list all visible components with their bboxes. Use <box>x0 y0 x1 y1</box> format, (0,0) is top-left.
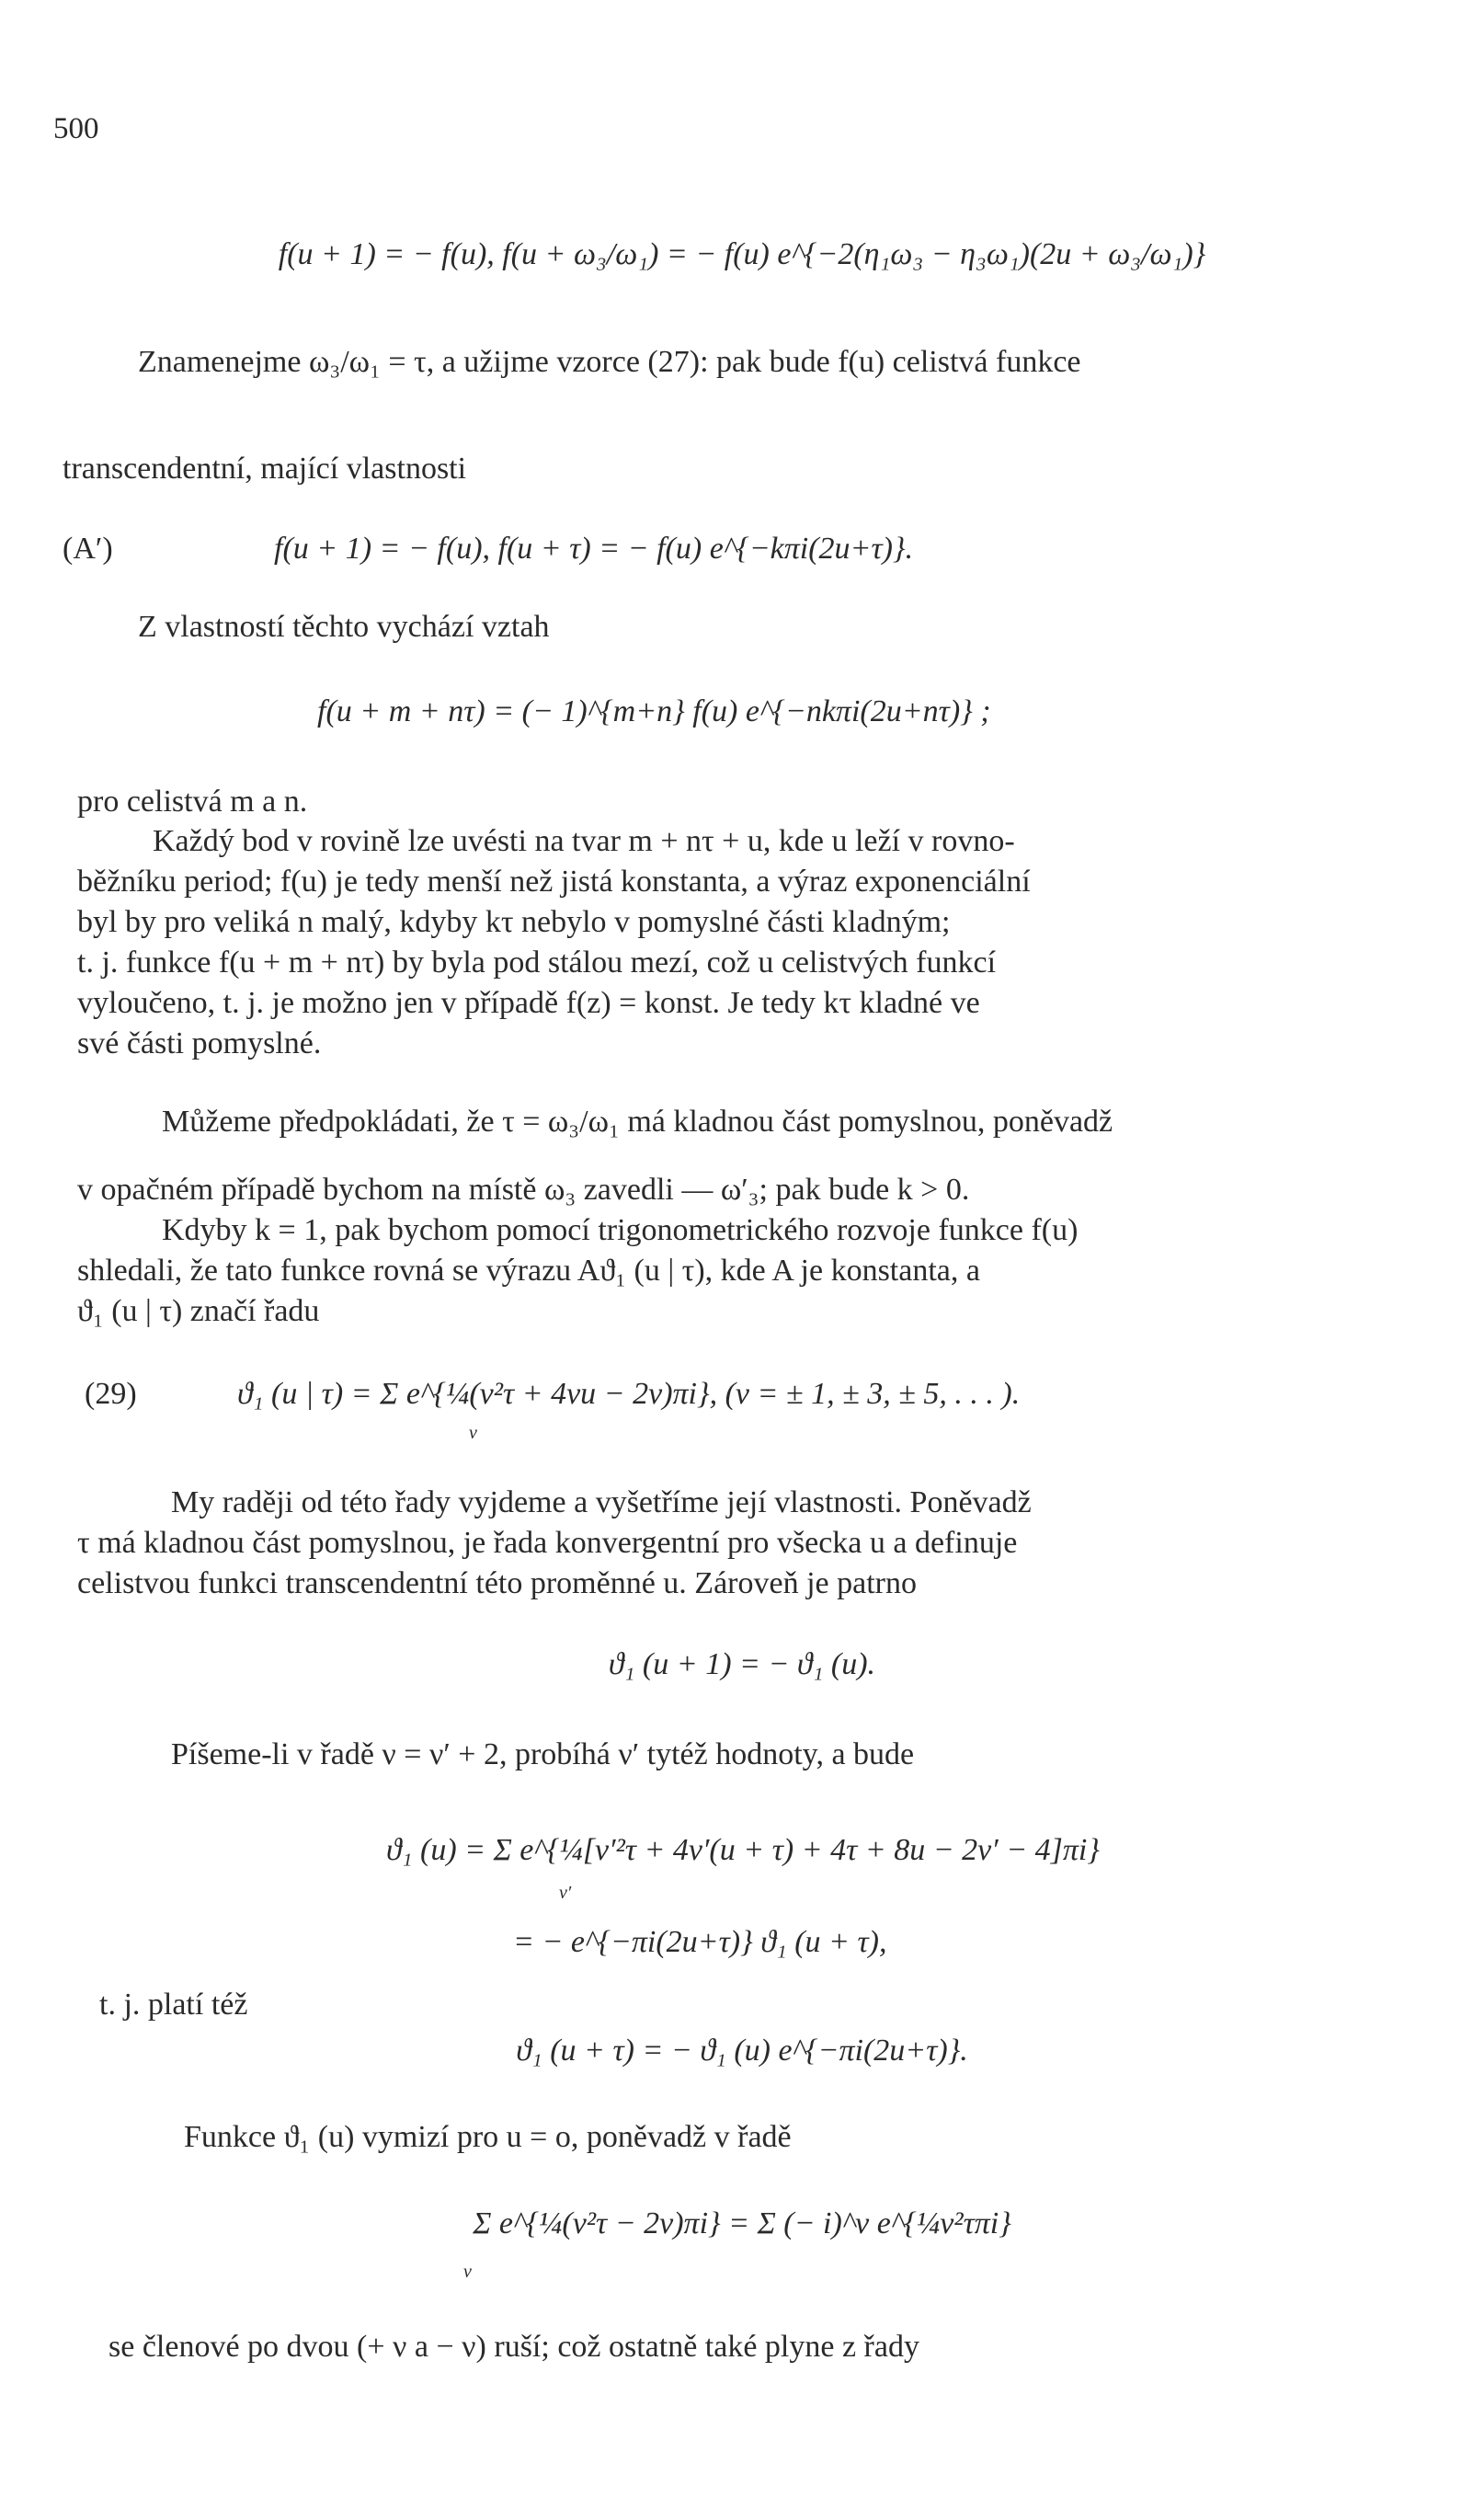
equation-sum-zero-index: ν <box>463 2262 472 2282</box>
para-kazdy-line-1: Každý bod v rovině lze uvésti na tvar m + nτ + u, kde u leží v rovno- <box>153 824 1015 858</box>
para-muzeme-line-4: shledali, že tato funkce rovná se výrazu Aϑ₁ (u | τ), kde A je konstanta, a <box>77 1254 980 1288</box>
para-muzeme-line-2: v opačném případě bychom na místě ω₃ zavedli — ω′₃; pak bude k > 0. <box>77 1173 970 1207</box>
para-kazdy-line-6: své části pomyslné. <box>77 1026 322 1060</box>
para-kazdy-line-2: běžníku period; f(u) je tedy menší než jistá konstanta, a výraz exponenciální <box>77 865 1031 899</box>
equation-relation: f(u + m + nτ) = (− 1)^{m+n} f(u) e^{−nkπi(2u+nτ)} ; <box>317 694 991 728</box>
equation-theta-tau: ϑ₁ (u + τ) = − ϑ₁ (u) e^{−πi(2u+τ)}. <box>516 2034 968 2068</box>
equation-29-sum-index: ν <box>469 1423 477 1443</box>
text-piseme: Píšeme-li v řadě ν = ν′ + 2, probíhá ν′ tytéž hodnoty, a bude <box>171 1737 915 1771</box>
para-my-line-1: My raději od této řady vyjdeme a vyšetříme její vlastnosti. Poněvadž <box>171 1485 1032 1519</box>
equation-a: f(u + 1) = − f(u), f(u + τ) = − f(u) e^{−kπi(2u+τ)}. <box>274 532 914 566</box>
equation-a-tag: (A′) <box>63 532 113 566</box>
page-number: 500 <box>53 112 99 145</box>
para-kazdy-line-4: t. j. funkce f(u + m + nτ) by byla pod stálou mezí, což u celistvých funkcí <box>77 945 997 980</box>
text-clenove-rusi: se členové po dvou (+ ν a − ν) ruší; což ostatně také plyne z řady <box>108 2330 919 2364</box>
equation-sum-zero: Σ e^{¼(ν²τ − 2ν)πi} = Σ (− i)^ν e^{¼ν²τπi} <box>473 2206 1011 2240</box>
equation-29: ϑ₁ (u | τ) = Σ e^{¼(ν²τ + 4νu − 2ν)πi}, (ν = ± 1, ± 3, ± 5, . . . ). <box>237 1377 1021 1411</box>
intro-line-2: transcendentní, mající vlastnosti <box>63 452 467 486</box>
intro-line-1: Znamenejme ω₃/ω₁ = τ, a užijme vzorce (27): pak bude f(u) celistvá funkce <box>138 345 1081 379</box>
equation-theta-sum-continued: = − e^{−πi(2u+τ)} ϑ₁ (u + τ), <box>513 1925 887 1959</box>
para-muzeme-line-1: Můžeme předpokládati, že τ = ω₃/ω₁ má kladnou část pomyslnou, poněvadž <box>162 1105 1113 1139</box>
para-kazdy-line-3: byl by pro veliká n malý, kdyby kτ nebylo v pomyslné části kladným; <box>77 905 951 939</box>
para-my-line-2: τ má kladnou část pomyslnou, je řada konvergentní pro všecka u a definuje <box>77 1526 1018 1560</box>
text-pro-celistva: pro celistvá m a n. <box>77 785 308 819</box>
equation-theta-sum-index: ν′ <box>559 1883 572 1903</box>
para-muzeme-line-5: ϑ₁ (u | τ) značí řadu <box>77 1294 320 1328</box>
equation-top: f(u + 1) = − f(u), f(u + ω₃/ω₁) = − f(u) e^{−2(η₁ω₃ − η₃ω₁)(2u + ω₃/ω₁)} <box>278 237 1206 271</box>
para-my-line-3: celistvou funkci transcendentní této proměnné u. Zároveň je patrno <box>77 1566 917 1600</box>
text-funkce-vymizi: Funkce ϑ₁ (u) vymizí pro u = o, poněvadž v řadě <box>184 2120 792 2154</box>
para-kazdy-line-5: vyloučeno, t. j. je možno jen v případě f(z) = konst. Je tedy kτ kladné ve <box>77 986 980 1020</box>
equation-29-tag: (29) <box>85 1377 137 1411</box>
equation-theta-sum: ϑ₁ (u) = Σ e^{¼[ν′²τ + 4ν′(u + τ) + 4τ + 8u − 2ν′ − 4]πi} <box>386 1833 1100 1867</box>
para-muzeme-line-3: Kdyby k = 1, pak bychom pomocí trigonometrického rozvoje funkce f(u) <box>162 1213 1079 1247</box>
text-tj-plati: t. j. platí též <box>99 1988 248 2022</box>
equation-theta-shift-1: ϑ₁ (u + 1) = − ϑ₁ (u). <box>608 1647 876 1681</box>
text-z-vlastnosti: Z vlastností těchto vychází vztah <box>138 610 550 644</box>
